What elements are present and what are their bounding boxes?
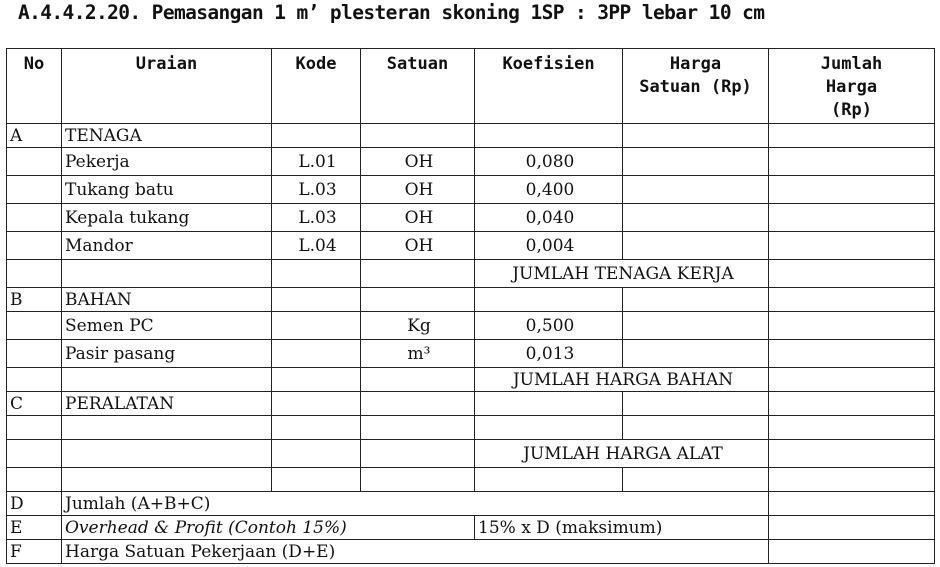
section-label: TENAGA <box>62 124 272 148</box>
summary-no: D <box>7 492 62 516</box>
summary-label: Harga Satuan Pekerjaan (D+E) <box>62 540 769 564</box>
item-koefisien: 0,040 <box>475 204 623 232</box>
table-row <box>7 176 935 204</box>
summary-label: Jumlah (A+B+C) <box>62 492 769 516</box>
col-header-satuan: Satuan <box>361 49 475 124</box>
subtotal-row-peralatan <box>7 440 935 468</box>
item-satuan: Kg <box>361 312 475 340</box>
section-no: C <box>7 392 62 416</box>
summary-row-e <box>7 516 935 540</box>
item-satuan: OH <box>361 176 475 204</box>
item-kode <box>272 340 361 368</box>
item-koefisien: 0,500 <box>475 312 623 340</box>
summary-formula: 15% x D (maksimum) <box>475 516 769 540</box>
subtotal-row-bahan <box>7 368 935 392</box>
item-uraian: Semen PC <box>62 312 272 340</box>
col-header-no: No <box>7 49 62 124</box>
table-row <box>7 312 935 340</box>
table-row <box>7 340 935 368</box>
item-koefisien: 0,013 <box>475 340 623 368</box>
summary-row-d <box>7 492 935 516</box>
section-label: PERALATAN <box>62 392 272 416</box>
subtotal-label: JUMLAH HARGA BAHAN <box>475 368 769 392</box>
item-koefisien: 0,400 <box>475 176 623 204</box>
col-header-jumlah-harga: Jumlah Harga (Rp) <box>769 49 935 124</box>
summary-no: F <box>7 540 62 564</box>
item-koefisien: 0,004 <box>475 232 623 260</box>
col-header-harga-satuan: Harga Satuan (Rp) <box>623 49 769 124</box>
item-kode: L.03 <box>272 204 361 232</box>
col-header-kode: Kode <box>272 49 361 124</box>
section-no: A <box>7 124 62 148</box>
item-uraian: Mandor <box>62 232 272 260</box>
table-row <box>7 204 935 232</box>
table-row <box>7 468 935 492</box>
item-kode: L.01 <box>272 148 361 176</box>
item-satuan: OH <box>361 148 475 176</box>
item-uraian: Kepala tukang <box>62 204 272 232</box>
section-no: B <box>7 288 62 312</box>
summary-row-f <box>7 540 935 564</box>
section-row-bahan <box>7 288 935 312</box>
item-uraian: Tukang batu <box>62 176 272 204</box>
item-kode: L.03 <box>272 176 361 204</box>
item-satuan: OH <box>361 232 475 260</box>
item-satuan: OH <box>361 204 475 232</box>
subtotal-row-tenaga <box>7 260 935 288</box>
item-kode: L.04 <box>272 232 361 260</box>
table-row <box>7 416 935 440</box>
subtotal-label: JUMLAH TENAGA KERJA <box>475 260 769 288</box>
section-row-peralatan <box>7 392 935 416</box>
header-row <box>7 49 935 124</box>
table-row <box>7 232 935 260</box>
summary-no: E <box>7 516 62 540</box>
item-koefisien: 0,080 <box>475 148 623 176</box>
table-row <box>7 148 935 176</box>
summary-label: Overhead & Profit (Contoh 15%) <box>62 516 475 540</box>
item-uraian: Pasir pasang <box>62 340 272 368</box>
item-uraian: Pekerja <box>62 148 272 176</box>
ahsp-table <box>6 48 935 564</box>
section-label: BAHAN <box>62 288 272 312</box>
col-header-koefisien: Koefisien <box>475 49 623 124</box>
item-kode <box>272 312 361 340</box>
page-title: A.4.4.2.20. Pemasangan 1 m’ plesteran skoning 1SP : 3PP lebar 10 cm <box>18 1 765 24</box>
col-header-uraian: Uraian <box>62 49 272 124</box>
section-row-tenaga <box>7 124 935 148</box>
item-satuan: m³ <box>361 340 475 368</box>
subtotal-label: JUMLAH HARGA ALAT <box>475 440 769 468</box>
